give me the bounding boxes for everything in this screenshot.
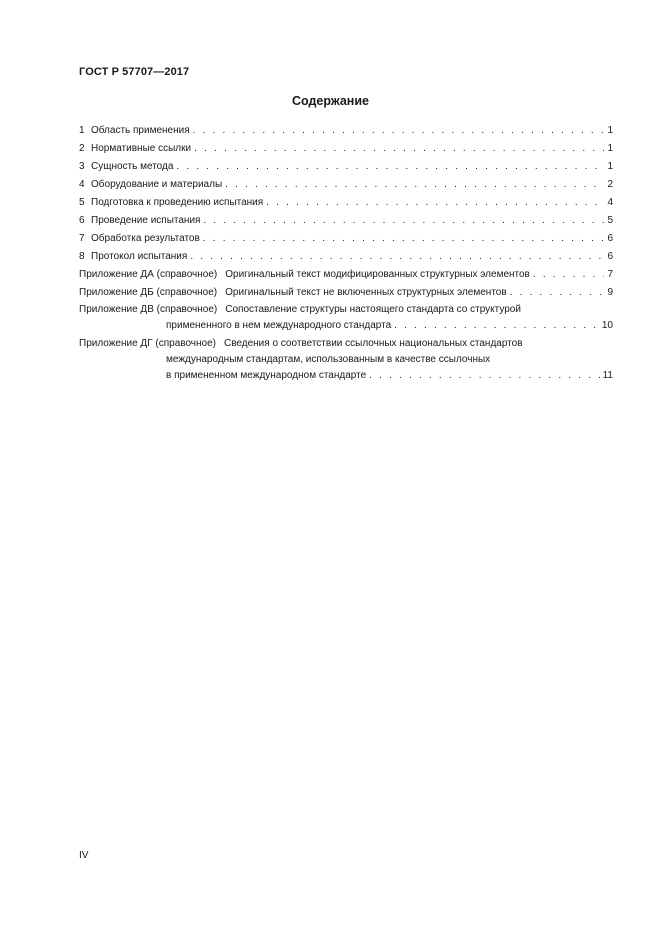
toc-entry-number: 2 [79, 143, 85, 154]
toc-leader-dots [176, 158, 604, 176]
toc-entry-number: 8 [79, 251, 85, 262]
page-number: IV [79, 850, 89, 861]
toc-entry-label: Проведение испытания [91, 215, 201, 226]
annex-title-line: Сведения о соответствии ссылочных национальных стандартов [224, 338, 523, 349]
toc-entry-number: 1 [79, 125, 85, 136]
toc-entry-label: Нормативные ссылки [91, 143, 192, 154]
toc-entry-label: Сущность метода [91, 161, 174, 172]
table-of-contents [79, 122, 613, 384]
toc-entry-number: 7 [79, 233, 85, 244]
toc-annex-db[interactable] [79, 284, 613, 302]
toc-leader-dots [510, 284, 604, 302]
annex-prefix: Приложение ДБ (справочное) [79, 287, 218, 298]
toc-entry-page: 11 [602, 370, 613, 381]
toc-entry[interactable] [79, 176, 613, 194]
toc-entry-page: 1 [607, 125, 613, 136]
annex-title-line: примененного в нем международного стандарта [166, 320, 392, 331]
toc-entry-page: 7 [607, 269, 613, 280]
toc-entry[interactable] [79, 140, 613, 158]
toc-entry-number: 4 [79, 179, 85, 190]
annex-title-line: в примененном международном стандарте [166, 370, 367, 381]
document-code: ГОСТ Р 57707—2017 [79, 66, 190, 78]
annex-prefix: Приложение ДГ (справочное) [79, 338, 216, 349]
toc-title: Содержание [291, 94, 369, 108]
toc-entry[interactable] [79, 230, 613, 248]
toc-entry-label: Область применения [91, 125, 190, 136]
annex-title-line: международным стандартам, использованным в качестве ссылочных [166, 354, 491, 365]
toc-entry-number: 6 [79, 215, 85, 226]
toc-annex-dv[interactable] [79, 302, 613, 334]
toc-entry-page: 6 [607, 251, 613, 262]
toc-leader-dots [190, 248, 604, 266]
toc-entry-label: Протокол испытания [91, 251, 188, 262]
toc-entry-page: 2 [607, 179, 613, 190]
toc-leader-dots [225, 176, 604, 194]
toc-entry-label: Обработка результатов [91, 233, 200, 244]
toc-entry-label: Оборудование и материалы [91, 179, 223, 190]
toc-entry[interactable] [79, 194, 613, 212]
toc-leader-dots [203, 230, 604, 248]
toc-annex-dg[interactable] [79, 336, 613, 384]
toc-entry[interactable] [79, 212, 613, 230]
toc-leader-dots [194, 140, 604, 158]
toc-entry-number: 3 [79, 161, 85, 172]
toc-entry-page: 10 [601, 320, 613, 331]
annex-title: Оригинальный текст не включенных структурных элементов [225, 287, 507, 298]
toc-annex-da[interactable] [79, 266, 613, 284]
toc-entry[interactable] [79, 122, 613, 140]
toc-entry-page: 1 [607, 161, 613, 172]
toc-entry-label: Подготовка к проведению испытания [91, 197, 264, 208]
annex-prefix: Приложение ДА (справочное) [79, 269, 218, 280]
toc-leader-dots [203, 212, 604, 230]
toc-entry-page: 9 [607, 287, 613, 298]
toc-entry[interactable] [79, 248, 613, 266]
annex-title: Оригинальный текст модифицированных структурных элементов [225, 269, 530, 280]
toc-entry-page: 1 [607, 143, 613, 154]
toc-leader-dots [369, 368, 599, 384]
toc-leader-dots [394, 318, 599, 334]
toc-entry[interactable] [79, 158, 613, 176]
toc-entry-page: 4 [607, 197, 613, 208]
toc-leader-dots [533, 266, 604, 284]
toc-leader-dots [193, 122, 604, 140]
toc-leader-dots [266, 194, 604, 212]
annex-prefix: Приложение ДВ (справочное) [79, 304, 218, 315]
toc-entry-page: 6 [607, 233, 613, 244]
annex-title-line: Сопоставление структуры настоящего стандарта со структурой [225, 304, 521, 315]
toc-entry-page: 5 [607, 215, 613, 226]
toc-entry-number: 5 [79, 197, 85, 208]
